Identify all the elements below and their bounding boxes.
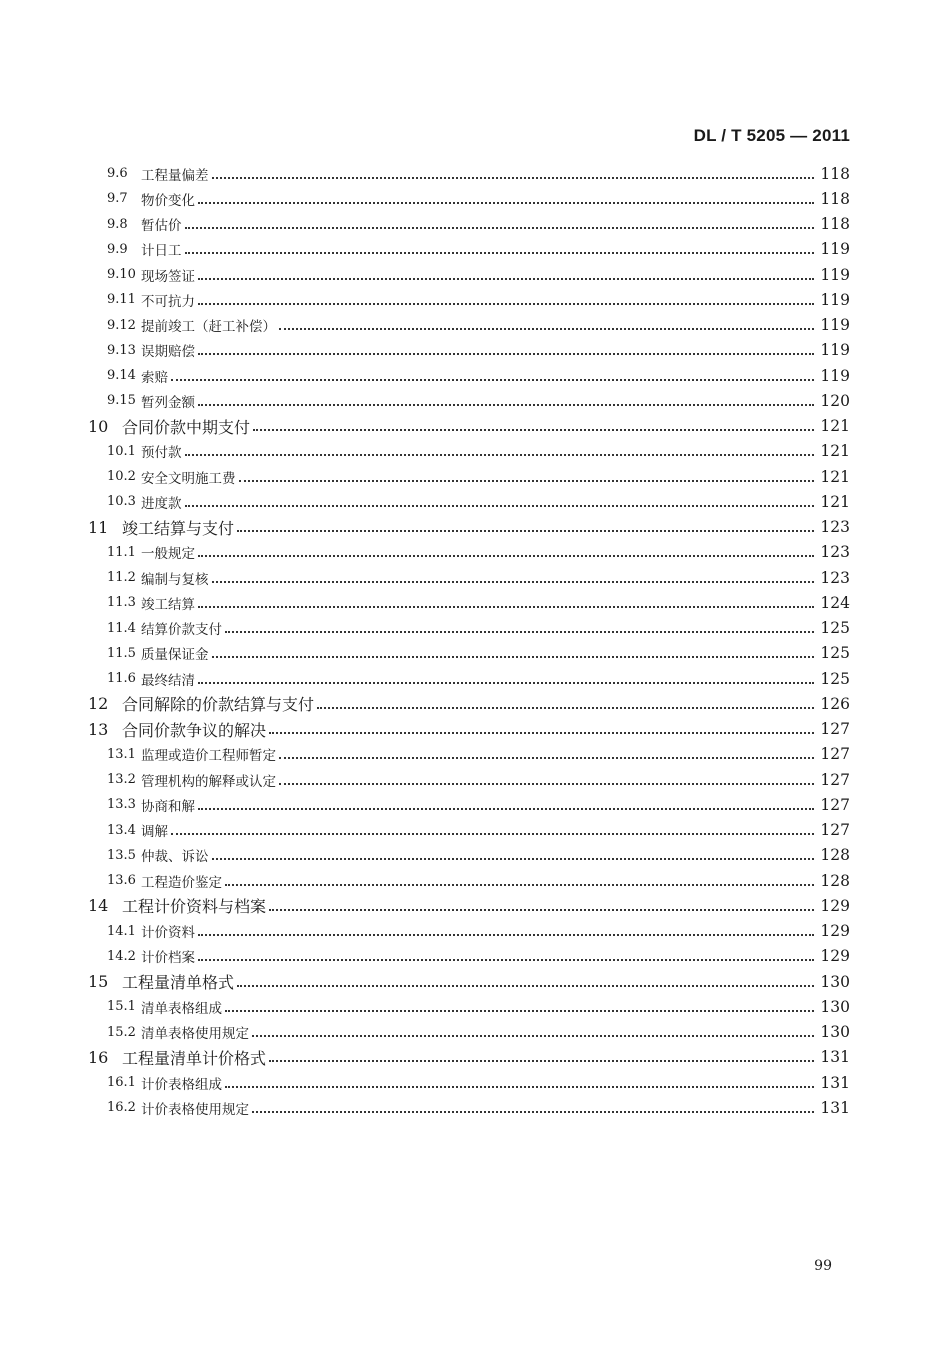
toc-entry-title: 清单表格组成 bbox=[141, 1000, 222, 1017]
toc-section-entry[interactable] bbox=[0, 994, 950, 1019]
toc-section-entry[interactable] bbox=[0, 186, 950, 211]
toc-entry-number: 9.15 bbox=[107, 393, 136, 409]
toc-entry-number: 13 bbox=[88, 719, 109, 739]
dot-leader bbox=[317, 707, 814, 709]
toc-entry-title: 仲裁、诉讼 bbox=[141, 849, 209, 866]
toc-entry-page: 127 bbox=[820, 821, 850, 839]
toc-entry-number: 10.1 bbox=[107, 443, 136, 459]
dot-leader bbox=[212, 656, 815, 658]
toc-entry-title: 协商和解 bbox=[141, 798, 195, 815]
toc-section-entry[interactable] bbox=[0, 843, 950, 868]
toc-entry-page: 127 bbox=[820, 795, 850, 814]
dot-leader bbox=[185, 505, 815, 507]
toc-entry-number: 14 bbox=[88, 896, 109, 916]
toc-section-entry[interactable] bbox=[0, 464, 950, 489]
toc-entry-page: 127 bbox=[820, 770, 850, 789]
dot-leader bbox=[269, 909, 814, 911]
toc-entry-title: 计价表格使用规定 bbox=[141, 1101, 249, 1118]
toc-entry-number: 13.5 bbox=[107, 847, 136, 863]
toc-entry-page: 119 bbox=[820, 316, 850, 334]
toc-entry-title: 计价表格组成 bbox=[141, 1076, 222, 1093]
toc-section-entry[interactable] bbox=[0, 540, 950, 565]
dot-leader bbox=[198, 682, 814, 684]
toc-section-entry[interactable] bbox=[0, 313, 950, 338]
dot-leader bbox=[269, 732, 814, 734]
toc-entry-number: 13.3 bbox=[107, 797, 136, 813]
toc-entry-page: 121 bbox=[820, 442, 850, 461]
toc-entry-number: 15.2 bbox=[107, 1024, 136, 1040]
toc-entry-page: 120 bbox=[820, 391, 850, 410]
toc-entry-page: 119 bbox=[820, 341, 850, 360]
toc-entry-page: 129 bbox=[820, 922, 850, 940]
toc-entry-title: 暂估价 bbox=[141, 218, 182, 234]
toc-section-entry[interactable] bbox=[0, 237, 950, 262]
toc-entry-number: 10 bbox=[88, 416, 109, 436]
toc-entry-number: 13.1 bbox=[107, 746, 136, 762]
toc-section-entry[interactable] bbox=[0, 287, 950, 312]
toc-entry-page: 121 bbox=[820, 492, 850, 511]
toc-section-entry[interactable] bbox=[0, 742, 950, 767]
dot-leader bbox=[252, 1035, 814, 1037]
toc-entry-title: 工程量偏差 bbox=[141, 167, 209, 184]
dot-leader bbox=[198, 303, 814, 305]
toc-section-entry[interactable] bbox=[0, 641, 950, 666]
toc-entry-page: 118 bbox=[820, 164, 850, 183]
toc-section-entry[interactable] bbox=[0, 944, 950, 969]
toc-entry-page: 131 bbox=[820, 1073, 850, 1092]
dot-leader bbox=[212, 858, 815, 860]
toc-entry-page: 125 bbox=[820, 619, 850, 637]
toc-entry-number: 11.3 bbox=[107, 595, 136, 611]
dot-leader bbox=[269, 1060, 814, 1062]
toc-entry-title: 工程造价鉴定 bbox=[141, 874, 222, 891]
toc-entry-title: 合同解除的价款结算与支付 bbox=[122, 695, 315, 715]
toc-entry-title: 最终结清 bbox=[141, 672, 195, 689]
toc-chapter-entry[interactable] bbox=[0, 717, 950, 742]
toc-entry-number: 9.8 bbox=[107, 216, 128, 232]
toc-entry-page: 119 bbox=[820, 366, 850, 385]
dot-leader bbox=[225, 631, 814, 633]
dot-leader bbox=[279, 783, 814, 785]
toc-entry-number: 9.7 bbox=[107, 191, 128, 207]
toc-entry-page: 124 bbox=[820, 593, 850, 612]
toc-chapter-entry[interactable] bbox=[0, 893, 950, 918]
toc-chapter-entry[interactable] bbox=[0, 691, 950, 716]
toc-entry-number: 11 bbox=[88, 517, 109, 537]
toc-section-entry[interactable] bbox=[0, 818, 950, 843]
toc-entry-page: 127 bbox=[820, 745, 850, 764]
toc-entry-number: 11.2 bbox=[107, 570, 136, 585]
toc-entry-page: 119 bbox=[820, 290, 850, 309]
toc-entry-title: 结算价款支付 bbox=[141, 622, 222, 638]
dot-leader bbox=[225, 1010, 814, 1012]
toc-entry-title: 竣工结算 bbox=[141, 596, 195, 613]
toc-entry-number: 11.6 bbox=[107, 671, 136, 686]
toc-chapter-entry[interactable] bbox=[0, 515, 950, 540]
toc-section-entry[interactable] bbox=[0, 212, 950, 237]
toc-section-entry[interactable] bbox=[0, 161, 950, 186]
toc-section-entry[interactable] bbox=[0, 565, 950, 590]
toc-entry-number: 14.2 bbox=[107, 948, 136, 964]
toc-entry-title: 竣工结算与支付 bbox=[122, 518, 235, 538]
toc-entry-page: 130 bbox=[820, 997, 850, 1016]
dot-leader bbox=[252, 1111, 814, 1113]
toc-entry-title: 管理机构的解释或认定 bbox=[141, 773, 276, 790]
toc-entry-title: 计价档案 bbox=[141, 950, 195, 967]
toc-section-entry[interactable] bbox=[0, 1020, 950, 1045]
toc-entry-title: 物价变化 bbox=[141, 192, 195, 209]
dot-leader bbox=[171, 833, 814, 835]
toc-entry-number: 9.12 bbox=[107, 317, 136, 333]
toc-chapter-entry[interactable] bbox=[0, 1045, 950, 1070]
dot-leader bbox=[239, 480, 815, 482]
toc-entry-page: 126 bbox=[820, 694, 850, 713]
dot-leader bbox=[185, 227, 815, 229]
toc-entry-number: 13.4 bbox=[107, 822, 136, 838]
dot-leader bbox=[212, 581, 815, 583]
toc-entry-page: 129 bbox=[820, 947, 850, 966]
toc-entry-number: 11.1 bbox=[107, 544, 136, 560]
standard-code-header: DL / T 5205 — 2011 bbox=[693, 126, 850, 145]
toc-entry-page: 123 bbox=[820, 543, 850, 562]
toc-section-entry[interactable] bbox=[0, 388, 950, 413]
toc-section-entry[interactable] bbox=[0, 1095, 950, 1120]
toc-section-entry[interactable] bbox=[0, 590, 950, 615]
dot-leader bbox=[198, 278, 814, 280]
toc-entry-title: 合同价款争议的解决 bbox=[122, 720, 267, 740]
toc-entry-page: 119 bbox=[820, 265, 850, 284]
dot-leader bbox=[237, 530, 814, 532]
dot-leader bbox=[198, 606, 814, 608]
toc-entry-page: 130 bbox=[820, 972, 850, 991]
toc-entry-title: 编制与复核 bbox=[141, 571, 209, 588]
toc-entry-number: 10.2 bbox=[107, 469, 136, 484]
toc-section-entry[interactable] bbox=[0, 919, 950, 944]
toc-entry-title: 现场签证 bbox=[141, 268, 195, 285]
toc-chapter-entry[interactable] bbox=[0, 969, 950, 994]
toc-entry-title: 预付款 bbox=[141, 445, 182, 462]
toc-entry-page: 118 bbox=[820, 215, 850, 233]
toc-entry-page: 131 bbox=[820, 1048, 850, 1067]
dot-leader bbox=[279, 757, 814, 759]
toc-entry-number: 11.5 bbox=[107, 645, 136, 661]
toc-entry-title: 清单表格使用规定 bbox=[141, 1026, 249, 1042]
toc-entry-title: 调解 bbox=[141, 824, 168, 840]
dot-leader bbox=[198, 934, 814, 936]
toc-entry-title: 计价资料 bbox=[141, 925, 195, 941]
toc-entry-number: 9.9 bbox=[107, 241, 128, 257]
toc-section-entry[interactable] bbox=[0, 489, 950, 514]
toc-entry-title: 安全文明施工费 bbox=[141, 470, 236, 487]
dot-leader bbox=[279, 328, 814, 330]
toc-entry-page: 125 bbox=[820, 669, 850, 688]
toc-section-entry[interactable] bbox=[0, 792, 950, 817]
toc-entry-title: 工程量清单计价格式 bbox=[122, 1048, 267, 1068]
toc-entry-number: 15 bbox=[88, 972, 109, 991]
page-number: 99 bbox=[814, 1258, 832, 1274]
toc-entry-number: 14.1 bbox=[107, 923, 136, 939]
toc-section-entry[interactable] bbox=[0, 262, 950, 287]
toc-entry-number: 9.6 bbox=[107, 166, 128, 181]
toc-entry-page: 121 bbox=[820, 417, 850, 435]
toc-entry-number: 9.13 bbox=[107, 342, 136, 358]
toc-entry-number: 16.1 bbox=[107, 1075, 136, 1090]
dot-leader bbox=[198, 202, 814, 204]
toc-entry-page: 121 bbox=[820, 467, 850, 486]
toc-entry-number: 13.2 bbox=[107, 772, 136, 787]
dot-leader bbox=[185, 454, 815, 456]
toc-entry-title: 质量保证金 bbox=[141, 647, 209, 664]
toc-entry-number: 11.4 bbox=[107, 620, 136, 636]
dot-leader bbox=[198, 959, 814, 961]
toc-entry-title: 误期赔偿 bbox=[141, 344, 195, 361]
toc-entry-title: 提前竣工（赶工补偿） bbox=[141, 319, 276, 335]
toc-entry-page: 119 bbox=[820, 240, 850, 259]
toc-entry-title: 合同价款中期支付 bbox=[122, 417, 251, 437]
dot-leader bbox=[225, 884, 814, 886]
toc-entry-title: 索赔 bbox=[141, 369, 168, 386]
toc-entry-page: 123 bbox=[820, 518, 850, 536]
dot-leader bbox=[198, 404, 814, 406]
toc-entry-page: 130 bbox=[820, 1023, 850, 1041]
toc-section-entry[interactable] bbox=[0, 616, 950, 641]
toc-entry-number: 12 bbox=[88, 694, 109, 714]
toc-entry-number: 15.1 bbox=[107, 999, 136, 1015]
toc-section-entry[interactable] bbox=[0, 363, 950, 388]
toc-section-entry[interactable] bbox=[0, 666, 950, 691]
toc-section-entry[interactable] bbox=[0, 868, 950, 893]
dot-leader bbox=[198, 808, 814, 810]
dot-leader bbox=[198, 353, 814, 355]
toc-entry-page: 128 bbox=[820, 871, 850, 890]
toc-entry-number: 9.10 bbox=[107, 267, 136, 282]
toc-section-entry[interactable] bbox=[0, 1070, 950, 1095]
toc-entry-number: 9.14 bbox=[107, 368, 136, 383]
toc-section-entry[interactable] bbox=[0, 439, 950, 464]
toc-section-entry[interactable] bbox=[0, 338, 950, 363]
toc-entry-page: 128 bbox=[820, 846, 850, 865]
toc-entry-title: 工程量清单格式 bbox=[122, 973, 235, 992]
toc-entry-page: 118 bbox=[820, 189, 850, 208]
toc-entry-title: 不可抗力 bbox=[141, 293, 195, 310]
toc-entry-title: 工程计价资料与档案 bbox=[122, 897, 267, 917]
toc-entry-page: 129 bbox=[820, 896, 850, 915]
dot-leader bbox=[225, 1086, 814, 1088]
toc-entry-title: 进度款 bbox=[141, 495, 182, 512]
toc-entry-title: 一般规定 bbox=[141, 546, 195, 563]
toc-entry-number: 9.11 bbox=[107, 292, 136, 308]
dot-leader bbox=[171, 379, 814, 381]
toc-entry-title: 监理或造价工程师暂定 bbox=[141, 748, 276, 765]
dot-leader bbox=[253, 429, 814, 431]
toc-chapter-entry[interactable] bbox=[0, 414, 950, 439]
toc-entry-number: 13.6 bbox=[107, 873, 136, 888]
toc-entry-number: 10.3 bbox=[107, 494, 136, 510]
dot-leader bbox=[185, 252, 815, 254]
dot-leader bbox=[212, 177, 815, 179]
toc-entry-page: 127 bbox=[820, 720, 850, 738]
toc-entry-page: 131 bbox=[820, 1098, 850, 1117]
dot-leader bbox=[198, 555, 814, 557]
toc-entry-title: 计日工 bbox=[141, 243, 182, 260]
toc-entry-number: 16.2 bbox=[107, 1100, 136, 1116]
toc-entry-page: 125 bbox=[820, 644, 850, 663]
toc-entry-number: 16 bbox=[88, 1047, 109, 1067]
dot-leader bbox=[237, 985, 814, 987]
toc-entry-title: 暂列金额 bbox=[141, 394, 195, 411]
toc-entry-page: 123 bbox=[820, 568, 850, 587]
toc-section-entry[interactable] bbox=[0, 767, 950, 792]
